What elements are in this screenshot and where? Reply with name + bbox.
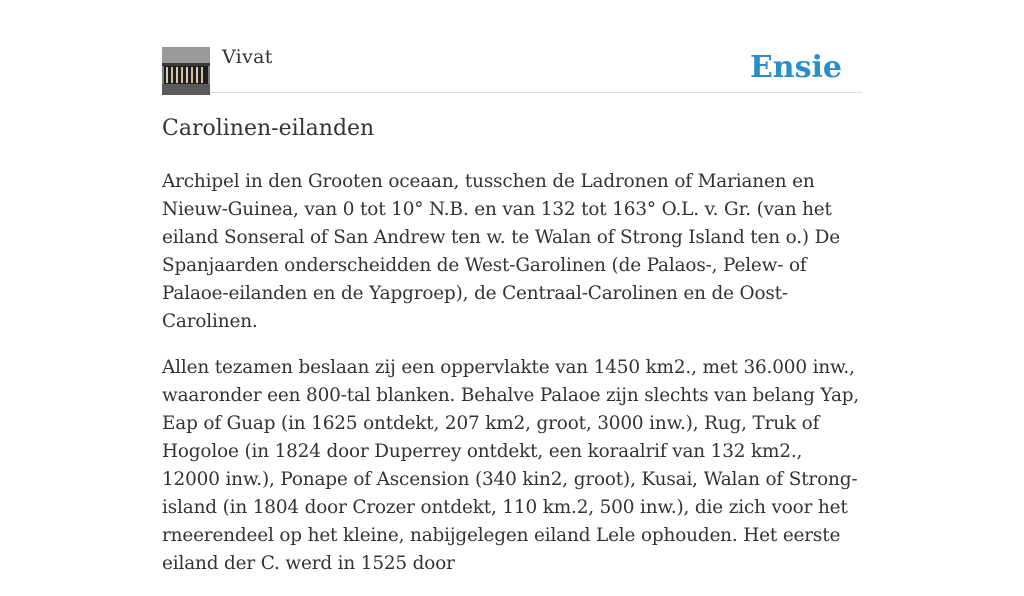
article-header bbox=[162, 46, 862, 93]
article-body bbox=[162, 168, 862, 596]
article-title: Carolinen-eilanden bbox=[162, 116, 375, 141]
article-paragraph: Archipel in den Grooten oceaan, tusschen de Ladronen of Marianen en Nieuw-Guinea, van 0 tot 10° N.B. en van 132 tot 163° O.L. v. Gr. (van het eiland Sonseral of San Andrew ten w. te Walan of Strong Island ten o.) De Spanjaarden onderscheidden de West-Garolinen (de Palaos-, Pelew- of Palaoe-eilanden en de Yapgroep), de Centraal-Carolinen en de Oost-Carolinen. bbox=[162, 171, 840, 332]
article-paragraph: Allen tezamen beslaan zij een oppervlakte van 1450 km2., met 36.000 inw., waaronder een 800-tal blanken. Behalve Palaoe zijn slechts van belang Yap, Eap of Guap (in 1625 ontdekt, 207 km2, groot, 3000 inw.), Rug, Truk of Hogoloe (in 1824 door Duperrey ontdekt, een koraalrif van 132 km2., 12000 inw.), Ponape of Ascension (340 kin2, groot), Kusai, Walan of Strong-island (in 1804 door Crozer ontdekt, 110 km.2, 500 inw.), die zich voor het rneerendeel op het kleine, nabijgelegen eiland Lele ophouden. Het eerste eiland der C. werd in 1525 door bbox=[162, 357, 860, 574]
avatar-image bbox=[162, 47, 210, 95]
site-logo[interactable]: Ensie bbox=[749, 50, 842, 85]
author-name[interactable]: Vivat bbox=[222, 46, 273, 68]
author-avatar[interactable] bbox=[162, 47, 210, 95]
